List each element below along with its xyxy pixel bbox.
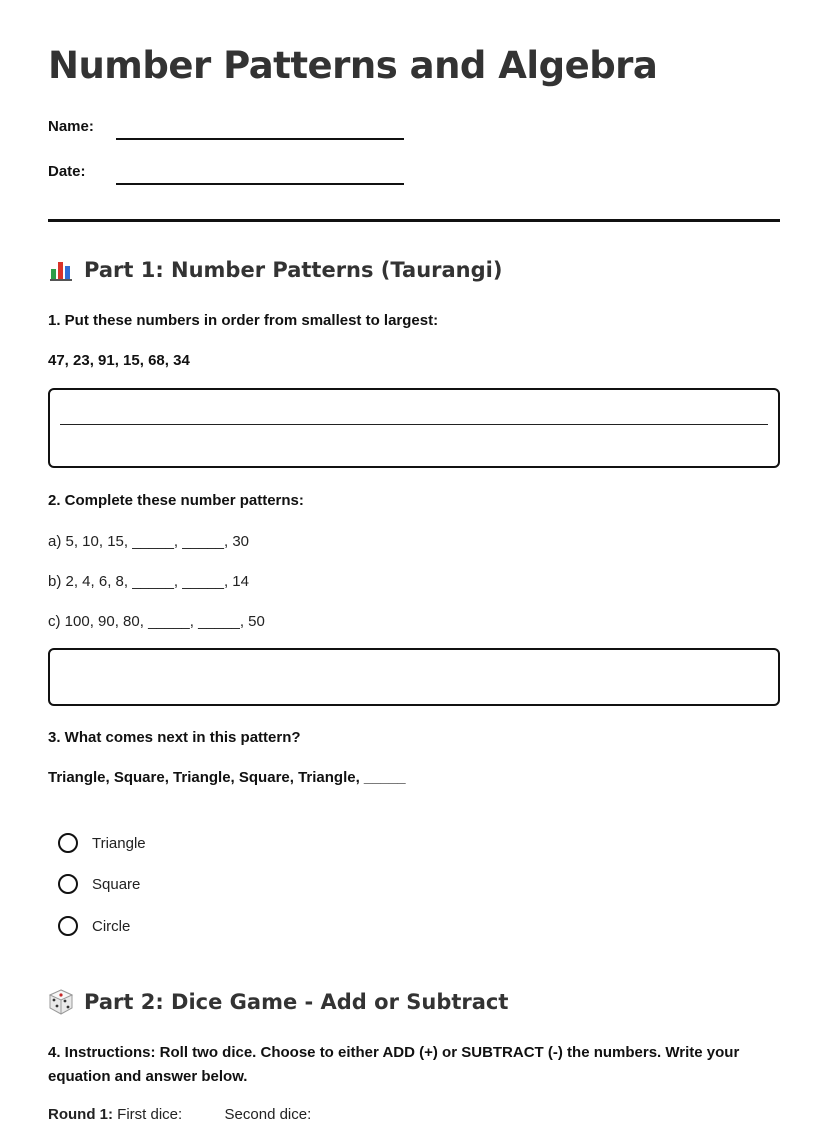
round-1-row — [48, 1106, 311, 1123]
part2-title — [48, 989, 508, 1015]
part1-title-text: Part 1: Number Patterns (Taurangi) — [84, 258, 503, 282]
round-label: Round 1: — [48, 1106, 113, 1123]
date-label: Date: — [48, 163, 86, 180]
question-2-prompt: 2. Complete these number patterns: — [48, 492, 304, 509]
question-4-prompt: 4. Instructions: Roll two dice. Choose to either ADD (+) or SUBTRACT (-) the numbers. Write your equation and answer below. — [48, 1044, 740, 1085]
first-dice-label: First dice: — [117, 1106, 183, 1123]
page-title: Number Patterns and Algebra — [48, 44, 658, 87]
question-1-numbers: 47, 23, 91, 15, 68, 34 — [48, 352, 190, 369]
question-3-pattern: Triangle, Square, Triangle, Square, Triangle, _____ — [48, 769, 406, 786]
question-3-prompt: 3. What comes next in this pattern? — [48, 729, 301, 746]
name-label: Name: — [48, 118, 94, 135]
question-1-answer-box[interactable] — [48, 388, 780, 468]
answer-line — [60, 424, 768, 425]
option-square[interactable] — [58, 874, 140, 894]
radio-button[interactable] — [58, 833, 78, 853]
dice-icon — [48, 989, 74, 1015]
option-circle[interactable] — [58, 916, 130, 936]
option-label: Circle — [92, 917, 131, 935]
second-dice-label: Second dice: — [224, 1106, 312, 1123]
part1-title — [48, 257, 502, 283]
pattern-a: a) 5, 10, 15, _____, _____, 30 — [48, 533, 249, 550]
date-field[interactable] — [116, 183, 404, 185]
header-divider — [48, 219, 780, 222]
name-field[interactable] — [116, 138, 404, 140]
option-label: Triangle — [92, 834, 146, 852]
radio-button[interactable] — [58, 916, 78, 936]
question-2-answer-box[interactable] — [48, 648, 780, 706]
part2-title-text: Part 2: Dice Game - Add or Subtract — [84, 990, 509, 1014]
bar-chart-icon — [48, 257, 74, 283]
pattern-c: c) 100, 90, 80, _____, _____, 50 — [48, 613, 265, 630]
option-label: Square — [92, 875, 141, 893]
question-1-prompt: 1. Put these numbers in order from smallest to largest: — [48, 312, 439, 329]
radio-button[interactable] — [58, 874, 78, 894]
option-triangle[interactable] — [58, 833, 146, 853]
pattern-b: b) 2, 4, 6, 8, _____, _____, 14 — [48, 573, 249, 590]
